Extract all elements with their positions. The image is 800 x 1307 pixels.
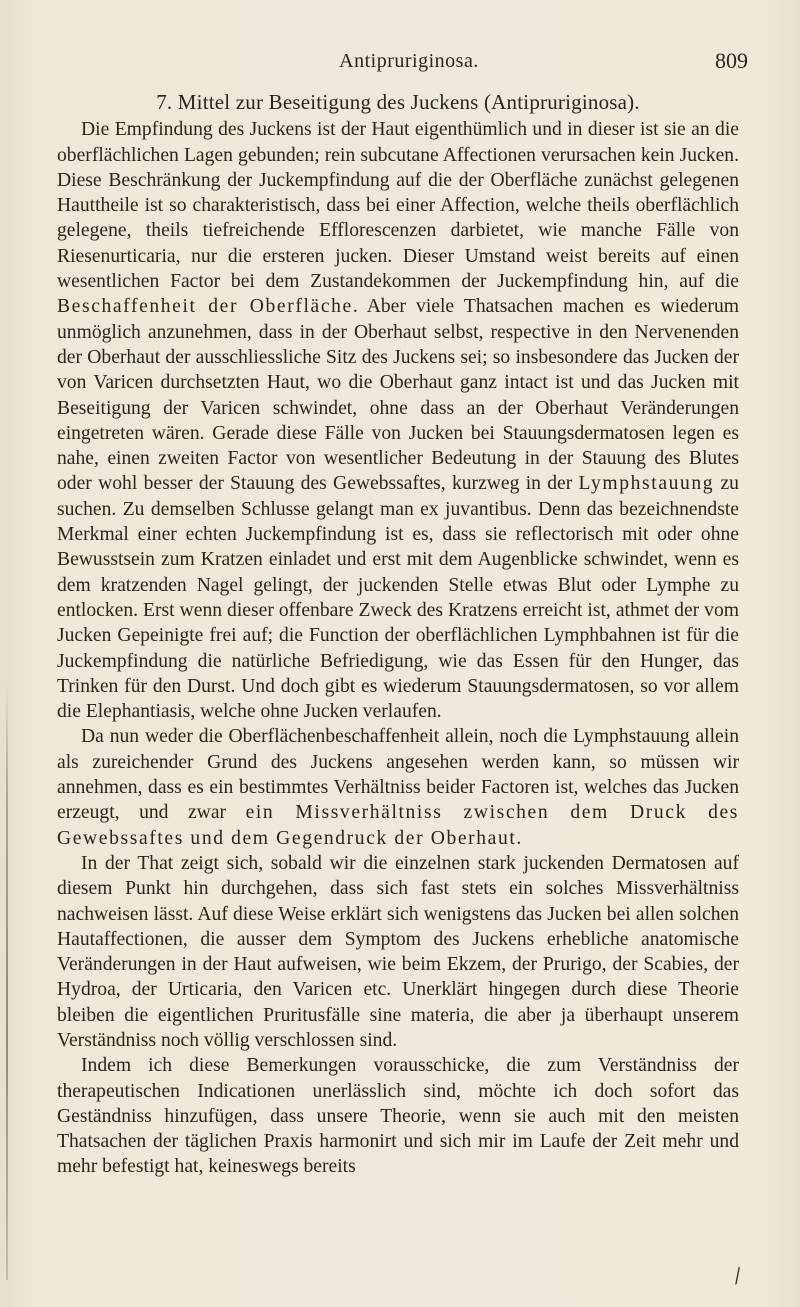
text-run: In der That zeigt sich, sobald wir die einzelnen stark juckenden Dermatosen auf diesem Punkt hin durchgehen, dass sich fast stets ein solches Missverhältniss nachweisen lässt. Auf diese Weise erklärt sich wenigstens das Jucken bei allen solchen Hautaffectionen, die ausser dem Symptom des Juckens erhebliche anatomische Veränderungen in der Haut aufweisen, wie beim Ekzem, der Prurigo, der Scabies, der Hydroa, der Urticaria, den Varicen etc. Unerklärt hingegen durch diese Theorie bleiben die eigentlichen Pruritusfälle sine materia, die aber ja überhaupt unserem Verständniss noch völlig verschlossen sind. [57, 852, 739, 1051]
pencil-mark-icon: ⁄ [731, 1264, 744, 1288]
text-run: . [516, 827, 522, 849]
running-title: Antipruriginosa. [339, 50, 479, 72]
text-run: zu suchen. Zu demselben Schlusse gelangt man ex juvantibus. Denn das bezeichnendste Merkmal einer echten Juckempfindung ist es, dass sie reflectorisch mit oder ohne Bewusstsein zum Kratzen einladet und erst mit dem Augenblicke schwindet, wenn es dem kratzenden Nagel gelingt, der juckenden Stelle etwas Blut oder Lymphe zu entlocken. Erst wenn dieser offenbare Zweck des Kratzens erreicht ist, athmet der vom Jucken Gepeinigte frei auf; die Function der oberflächlichen Lymphbahnen ist für die Juckempfindung die natürliche Befriedigung, wie das Essen für den Hunger, das Trinken für den Durst. Und doch gibt es wiederum Stauungsdermatosen, so vor allem die Elephantiasis, welche ohne Jucken verlaufen. [57, 473, 739, 723]
paragraph-4 [57, 1053, 739, 1179]
emphasized-text: Lymphstauung [578, 473, 715, 495]
page-header [70, 44, 748, 84]
text-run: Da nun weder die Oberflächenbeschaffenheit allein, noch die Lymphstauung allein als zureichender Grund des Juckens angesehen werden kann, so müssen wir annehmen, dass es ein bestimmtes Verhältniss beider Factoren ist, welches das Jucken erzeugt, und zwar [57, 726, 739, 824]
page-number: 809 [715, 48, 748, 73]
page-edge-shadow [6, 680, 8, 1280]
page-body [57, 90, 739, 1180]
text-run: Die Empfindung des Juckens ist der Haut eigenthümlich und in dieser ist sie an die oberflächlichen Lagen gebunden; rein subcutane Affectionen verursachen kein Jucken. Diese Beschränkung der Juckempfindung auf die der Oberfläche zunächst gelegenen Hauttheile ist so charakteristisch, dass bei einer Affection, welche theils oberflächlich gelegene, theils tiefreichende Efflorescenzen darbietet, wie manche Fälle von Riesenurticaria, nur die ersteren jucken. Dieser Umstand weist bereits auf einen wesentlichen Factor bei dem Zustandekommen der Juckempfindung hin, auf die [57, 119, 739, 293]
section-heading: 7. Mittel zur Beseitigung des Juckens (Antipruriginosa). [156, 90, 640, 114]
emphasized-text: ein Missverhältniss zwischen dem Druck des Gewebssaftes und dem Gegendruck der Oberhaut [57, 802, 739, 849]
paragraph-1 [57, 117, 739, 724]
paragraph-2 [57, 724, 739, 850]
text-run: Indem ich diese Bemerkungen vorausschicke, die zum Verständniss der therapeutischen Indicationen unerlässlich sind, möchte ich doch sofort das Geständniss hinzufügen, dass unsere Theorie, wenn sie auch mit den meisten Thatsachen der täglichen Praxis harmonirt und sich mir im Laufe der Zeit mehr und mehr befestigt hat, keineswegs bereits [57, 1055, 739, 1178]
paragraph-3 [57, 851, 739, 1053]
emphasized-text: Beschaffenheit der Oberfläche [57, 296, 353, 318]
text-run: . Aber viele Thatsachen machen es wiederum unmöglich anzunehmen, dass in der Oberhaut selbst, respective in den Nervenenden der Oberhaut der ausschliessliche Sitz des Juckens sei; so insbesondere das Jucken der von Varicen durchsetzten Haut, wo die Oberhaut ganz intact ist und das Jucken mit Beseitigung der Varicen schwindet, ohne dass an der Oberhaut Veränderungen eingetreten wären. Gerade diese Fälle von Jucken bei Stauungsdermatosen legen es nahe, einen zweiten Factor von wesentlicher Bedeutung in der Stauung des Blutes oder wohl besser der Stauung des Gewebssaftes, kurzweg in der [57, 296, 739, 495]
